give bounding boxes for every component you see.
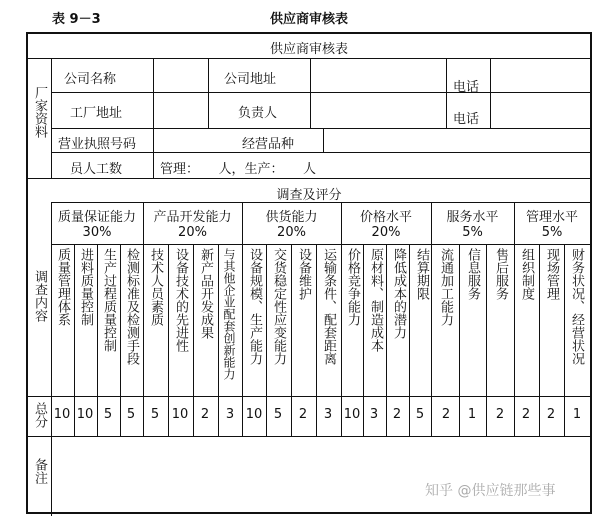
item-score: 2 — [298, 407, 308, 422]
staff-breakdown: 管理： 人，生产： 人 — [160, 162, 317, 177]
company-address-label: 公司地址 — [224, 72, 277, 87]
item-score: 3 — [369, 407, 379, 422]
rule — [193, 244, 194, 436]
item-label: 交货稳定性应变能力 — [271, 248, 286, 365]
rule — [51, 244, 590, 245]
rule — [168, 244, 169, 436]
item-score: 10 — [245, 407, 263, 422]
rule — [153, 58, 154, 178]
rule — [539, 244, 540, 436]
table-title: 供应商审核表 — [269, 42, 348, 57]
rule — [266, 244, 267, 436]
company-name-label: 公司名称 — [64, 72, 117, 87]
item-label: 进料质量控制 — [78, 248, 93, 326]
rule — [51, 202, 52, 516]
rule — [490, 58, 491, 128]
item-label: 流通加工能力 — [438, 248, 453, 326]
phone-label-2: 电话 — [453, 112, 480, 127]
rule — [51, 152, 590, 153]
vendor-section-label: 厂家资料 — [32, 86, 47, 138]
total-label: 总分 — [32, 402, 47, 428]
rule — [208, 58, 209, 128]
rule — [310, 58, 311, 128]
table-number: 表 9－3 — [52, 12, 101, 27]
license-number-label: 营业执照号码 — [58, 137, 137, 152]
table-caption — [0, 2, 600, 30]
category-service: 服务水平 — [446, 210, 499, 225]
category-development-weight: 20% — [178, 225, 207, 240]
item-score: 5 — [273, 407, 283, 422]
item-score: 2 — [546, 407, 556, 422]
rule — [28, 396, 590, 397]
remarks-label: 备注 — [32, 458, 47, 484]
item-label: 与其他企业配套创新能力 — [222, 248, 236, 380]
survey-title: 调查及评分 — [276, 188, 342, 203]
watermark: 知乎 @供应链那些事 — [425, 483, 556, 499]
rule — [564, 244, 565, 436]
item-score: 10 — [171, 407, 189, 422]
item-label: 信息服务 — [465, 248, 480, 300]
item-label: 现场管理 — [544, 248, 559, 300]
rule — [459, 244, 460, 436]
category-price-weight: 20% — [371, 225, 401, 240]
rule — [316, 244, 317, 436]
category-supply-weight: 20% — [277, 225, 306, 240]
category-quality-weight: 30% — [82, 225, 112, 240]
item-label: 质量管理体系 — [55, 248, 70, 326]
item-score: 2 — [495, 407, 505, 422]
item-label: 设备技术的先进性 — [173, 248, 188, 352]
category-development: 产品开发能力 — [153, 210, 232, 225]
item-score: 2 — [521, 407, 531, 422]
item-label: 设备规模、生产能力 — [247, 248, 262, 365]
caption-title: 供应商审核表 — [270, 12, 349, 27]
supplier-audit-form — [26, 32, 592, 514]
item-label: 新产品开发成果 — [198, 248, 213, 339]
rule — [323, 128, 324, 152]
item-score: 5 — [126, 407, 136, 422]
category-supply: 供货能力 — [265, 210, 318, 225]
item-score: 3 — [323, 407, 333, 422]
category-management-weight: 5% — [541, 225, 563, 240]
business-scope-label: 经营品种 — [242, 137, 295, 152]
item-label: 财务状况、经营状况 — [569, 248, 584, 365]
factory-address-label: 工厂地址 — [70, 106, 123, 121]
survey-content-label: 调查内容 — [32, 270, 47, 322]
category-management: 管理水平 — [525, 210, 578, 225]
item-score: 2 — [392, 407, 402, 422]
item-label: 售后服务 — [493, 248, 508, 300]
item-score: 10 — [76, 407, 94, 422]
rule — [218, 244, 219, 436]
item-label: 生产过程质量控制 — [101, 248, 116, 352]
category-quality: 质量保证能力 — [57, 210, 136, 225]
rule — [51, 58, 52, 178]
item-score: 5 — [150, 407, 160, 422]
item-label: 结算期限 — [414, 248, 429, 300]
item-label: 技术人员素质 — [148, 248, 163, 326]
item-label: 设备维护 — [296, 248, 311, 300]
staff-count-label: 员人工数 — [70, 162, 123, 177]
phone-label: 电话 — [453, 80, 480, 95]
item-label: 原材料、制造成本 — [368, 248, 383, 352]
rule — [28, 178, 590, 179]
rule — [28, 58, 590, 59]
category-price: 价格水平 — [359, 210, 412, 225]
rule — [51, 128, 590, 129]
item-score: 2 — [441, 407, 451, 422]
person-in-charge-label: 负责人 — [238, 106, 278, 121]
rule — [486, 244, 487, 436]
rule — [291, 244, 292, 436]
item-score: 5 — [415, 407, 425, 422]
item-label: 降低成本的潜力 — [391, 248, 406, 339]
item-score: 10 — [53, 407, 71, 422]
item-label: 价格竞争能力 — [345, 248, 360, 326]
rule — [51, 92, 590, 93]
item-score: 3 — [225, 407, 235, 422]
item-score: 10 — [343, 407, 361, 422]
item-score: 5 — [103, 407, 113, 422]
item-score: 2 — [200, 407, 210, 422]
item-label: 运输条件、配套距离 — [321, 248, 336, 365]
item-score: 1 — [572, 407, 582, 422]
item-label: 组织制度 — [519, 248, 534, 300]
rule — [28, 436, 590, 437]
item-label: 检测标准及检测手段 — [124, 248, 139, 365]
category-service-weight: 5% — [462, 225, 483, 240]
rule — [446, 58, 447, 128]
item-score: 1 — [467, 407, 477, 422]
